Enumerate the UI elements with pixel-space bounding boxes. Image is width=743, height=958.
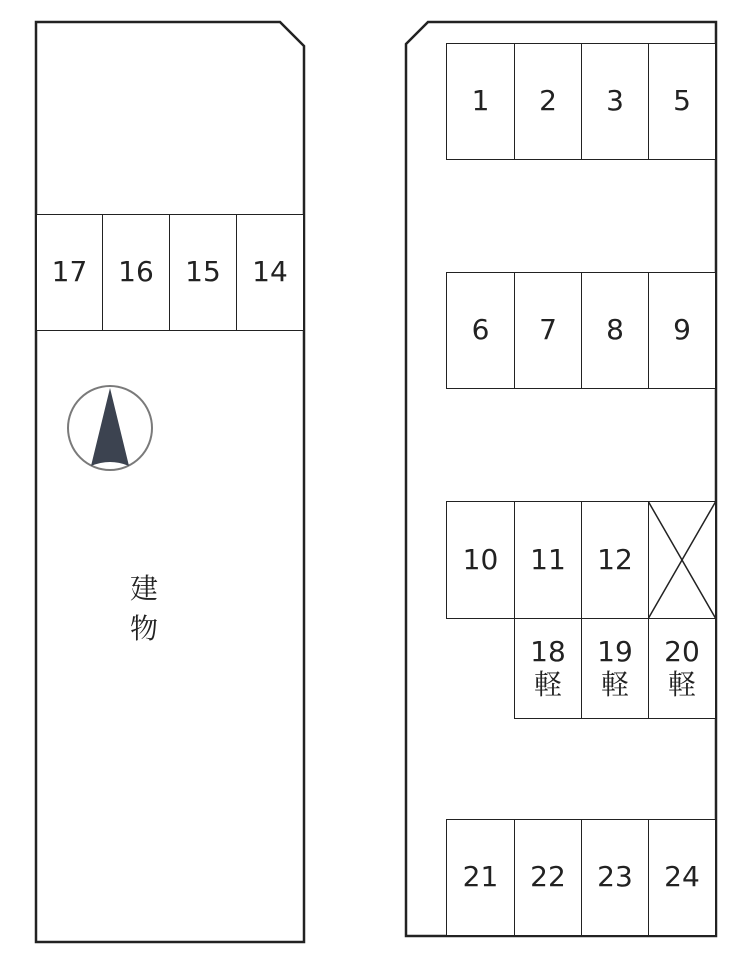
parking-stall-3[interactable] xyxy=(581,43,649,160)
kei-label: 軽 xyxy=(533,667,562,701)
parking-stall-24[interactable] xyxy=(648,819,716,936)
stall-number: 5 xyxy=(673,84,691,118)
building-label: 建物 xyxy=(130,572,161,645)
stall-number: 14 xyxy=(252,255,288,289)
parking-stall-21[interactable] xyxy=(446,819,515,936)
stall-number: 17 xyxy=(51,255,88,289)
kei-label: 軽 xyxy=(667,667,696,701)
stall-number: 2 xyxy=(539,84,557,118)
stall-number: 11 xyxy=(530,542,566,576)
stall-number: 20 xyxy=(664,635,700,669)
stall-number: 1 xyxy=(471,84,490,118)
stall-number: 3 xyxy=(606,84,624,118)
parking-stall-8[interactable] xyxy=(581,272,649,389)
parking-stall-2[interactable] xyxy=(514,43,582,160)
stall-number: 21 xyxy=(462,860,499,894)
stall-number: 9 xyxy=(673,313,691,347)
stall-number: 23 xyxy=(597,860,633,894)
parking-stall-19-kei[interactable] xyxy=(581,618,649,719)
stall-number: 8 xyxy=(606,313,624,347)
parking-stall-6[interactable] xyxy=(446,272,515,389)
stall-number: 12 xyxy=(597,542,633,576)
left-block-outline xyxy=(36,22,304,942)
parking-stall-12[interactable] xyxy=(581,501,649,619)
parking-stall-14[interactable] xyxy=(236,214,304,331)
parking-stall-9[interactable] xyxy=(648,272,716,389)
parking-stall-1[interactable] xyxy=(446,43,515,160)
stall-number: 19 xyxy=(597,635,633,669)
blocked-stall xyxy=(648,501,716,619)
parking-stall-11[interactable] xyxy=(514,501,582,619)
stall-number: 6 xyxy=(471,313,490,347)
parking-stall-23[interactable] xyxy=(581,819,649,936)
stall-number: 18 xyxy=(530,635,566,669)
stall-number: 15 xyxy=(185,255,221,289)
parking-stall-10[interactable] xyxy=(446,501,515,619)
parking-stall-17[interactable] xyxy=(36,214,103,331)
parking-stall-16[interactable] xyxy=(102,214,170,331)
parking-stall-20-kei[interactable] xyxy=(648,618,716,719)
parking-stall-18-kei[interactable] xyxy=(514,618,582,719)
stall-number: 24 xyxy=(664,860,700,894)
stall-number: 7 xyxy=(539,313,557,347)
stall-number: 10 xyxy=(462,542,499,576)
parking-stall-5[interactable] xyxy=(648,43,716,160)
stall-number: 22 xyxy=(530,860,566,894)
parking-stall-7[interactable] xyxy=(514,272,582,389)
parking-stall-15[interactable] xyxy=(169,214,237,331)
stall-number: 16 xyxy=(118,255,154,289)
north-arrow-icon xyxy=(62,380,158,476)
parking-stall-22[interactable] xyxy=(514,819,582,936)
x-cross-icon xyxy=(648,501,716,619)
kei-label: 軽 xyxy=(600,667,629,701)
